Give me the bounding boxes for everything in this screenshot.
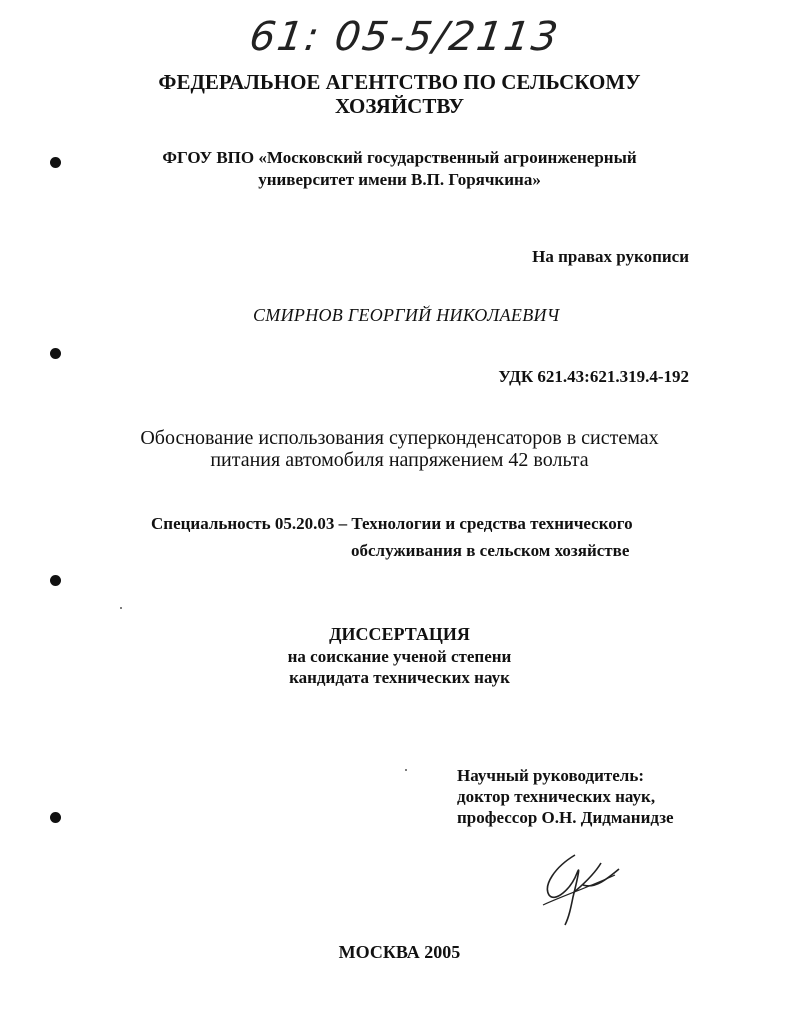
- specialty-line-1: Специальность 05.20.03 – Технологии и средства технического: [151, 514, 633, 533]
- title-line-1: Обоснование использования суперконденсаторов в системах: [140, 427, 659, 449]
- organization-line-1: ФГОУ ВПО «Московский государственный агроинженерный: [162, 148, 637, 167]
- agency-line-1: ФЕДЕРАЛЬНОЕ АГЕНТСТВО ПО СЕЛЬСКОМУ: [158, 70, 641, 94]
- organization-line-2: университет имени В.П. Горячкина»: [258, 170, 541, 189]
- supervisor-name: профессор О.Н. Дидманидзе: [457, 808, 674, 827]
- degree-block: [0, 646, 799, 688]
- dissertation-title: [0, 427, 799, 471]
- agency-heading: [0, 70, 799, 118]
- signature-image: [535, 845, 625, 930]
- supervisor-label: Научный руководитель:: [457, 766, 644, 785]
- agency-line-2: ХОЗЯЙСТВУ: [334, 94, 465, 118]
- binder-hole-mark: [50, 157, 61, 168]
- organization-block: [0, 147, 799, 191]
- author-name: СМИРНОВ ГЕОРГИЙ НИКОЛАЕВИЧ: [253, 305, 560, 325]
- binder-hole-mark: [50, 812, 61, 823]
- binder-hole-mark: [50, 348, 61, 359]
- scan-speck: [120, 607, 122, 609]
- dissertation-heading: ДИССЕРТАЦИЯ: [329, 624, 470, 644]
- scan-speck: [405, 769, 407, 771]
- city-and-year: МОСКВА 2005: [338, 942, 461, 962]
- manuscript-rights-label: На правах рукописи: [532, 247, 689, 266]
- archive-number-handwritten: 61: 05-5/2113: [246, 14, 563, 60]
- title-line-2: питания автомобиля напряжением 42 вольта: [210, 449, 589, 471]
- udc-code: УДК 621.43:621.319.4-192: [498, 367, 689, 386]
- binder-hole-mark: [50, 575, 61, 586]
- supervisor-degree: доктор технических наук,: [457, 787, 656, 806]
- supervisor-block: [457, 765, 674, 828]
- specialty-line-2: обслуживания в сельском хозяйстве: [351, 541, 630, 560]
- degree-line-1: на соискание ученой степени: [287, 647, 512, 666]
- degree-line-2: кандидата технических наук: [289, 668, 510, 687]
